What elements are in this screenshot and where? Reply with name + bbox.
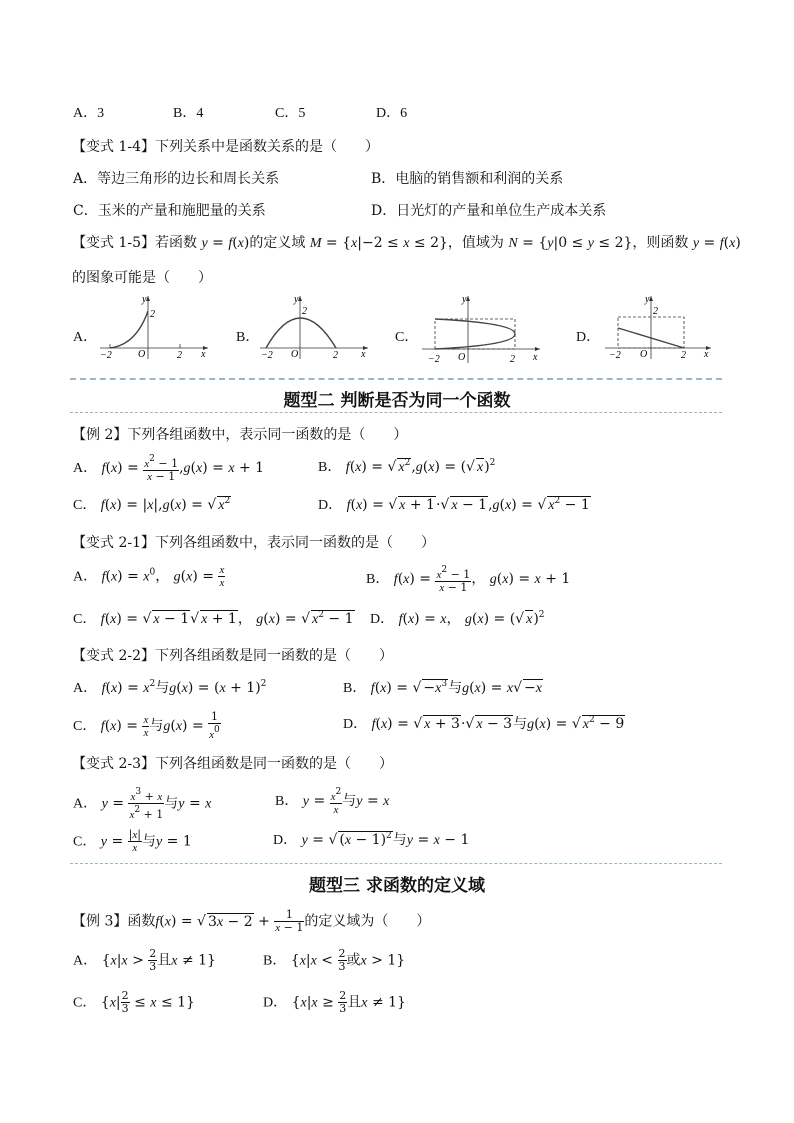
- section-title-3: 题型三 求函数的定义域: [309, 876, 485, 896]
- option-c: C．5: [275, 106, 306, 121]
- v21-option-c: C． f(x) = √ x − 1√ x + 1， g(x) = √ $x^2 - 1$: [73, 610, 354, 627]
- ex2-option-d: D． f(x) = √ x + 1·√ x − 1,g(x) = √ $x^2 - 1$: [318, 496, 590, 513]
- svg-text:x: x: [201, 349, 206, 360]
- svg-text:2: 2: [510, 354, 515, 365]
- divider: [70, 378, 722, 380]
- graph-b: [258, 293, 373, 361]
- graph-a-label: A．: [73, 330, 98, 345]
- graph-d-label: D．: [576, 330, 601, 345]
- ex3-stem: 【例 3】函数f(x) = √ 3x − 2 + $\frac{1}{x - 1}$ 的定义域为（ ）: [72, 908, 431, 934]
- v22-option-d: D． f(x) = √ x + 3·√ x − 3与g(x) = √ $x^2 - 9$: [343, 715, 625, 732]
- v21-option-d: D． f(x) = x， g(x) = (√ x)$^2$: [370, 610, 545, 627]
- option-a: A．3: [73, 106, 105, 121]
- graph-c-label: C．: [395, 330, 419, 345]
- svg-text:−2: −2: [100, 350, 112, 361]
- v23-option-a: A． y = $\frac{x^3 + x}{x^2 + 1}$ 与y = x: [73, 787, 212, 821]
- ex2-option-c: C． f(x) = |x|,g(x) = √ $x^2$: [73, 496, 231, 513]
- svg-text:2: 2: [681, 350, 686, 361]
- v23-option-d: D． y = √ $(x - 1)^2$与y = x − 1: [273, 831, 470, 848]
- svg-text:2: 2: [177, 350, 182, 361]
- svg-text:2: 2: [333, 350, 338, 361]
- v14-option-a: A．等边三角形的边长和周长关系: [73, 171, 280, 187]
- ex2-option-a: A． f(x) = $\frac{x^2 - 1}{x - 1}$ ,g(x) = x + 1: [73, 454, 265, 483]
- graph-a: [98, 293, 213, 361]
- svg-text:O: O: [138, 349, 146, 360]
- svg-text:O: O: [640, 349, 648, 360]
- svg-text:2: 2: [150, 309, 155, 320]
- graph-b-label: B．: [236, 330, 260, 345]
- divider: [70, 412, 722, 413]
- ex3-option-c: C． {x| $\frac{2}{3}$ ≤ x ≤ 1}: [73, 989, 195, 1015]
- svg-text:−2: −2: [609, 350, 621, 361]
- v23-option-c: C． y = $\frac{|x|}{x}$ 与y = 1: [73, 828, 192, 854]
- ex3-option-d: D． {x|x ≥ $\frac{2}{3}$ 且x ≠ 1}: [263, 989, 406, 1015]
- ex2-option-b: B． f(x) = √ $x^2,g(x)$ = (√ x)$^2$: [318, 458, 496, 475]
- ex2-stem: 【例 2】下列各组函数中，表示同一函数的是（ ）: [72, 427, 408, 443]
- svg-text:2: 2: [653, 306, 658, 317]
- svg-text:−2: −2: [261, 350, 273, 361]
- v21-option-b: B． f(x) = $\frac{x^2 - 1}{x - 1}$ ， g(x) = x + 1: [366, 565, 571, 594]
- v22-option-a: A． $f(x) = x^2$与$g(x) = (x + 1)^2$: [73, 679, 267, 696]
- svg-text:−2: −2: [428, 354, 440, 365]
- v23-option-b: B． y = $\frac{x^2}{x}$ 与y = x: [275, 787, 390, 816]
- v22-option-c: C． f(x) = $\frac{x}{x}$ 与g(x) = $\frac{1}{x^0}$: [73, 710, 220, 741]
- svg-text:y: y: [462, 294, 467, 305]
- svg-text:y: y: [645, 294, 650, 305]
- svg-text:O: O: [291, 349, 299, 360]
- section-title-2: 题型二 判断是否为同一个函数: [283, 391, 511, 411]
- graph-c: [420, 293, 545, 365]
- ex3-option-a: A． {x|x > $\frac{2}{3}$ 且x ≠ 1}: [73, 947, 216, 973]
- v15-stem-line2: 的图象可能是（ ）: [72, 270, 212, 286]
- svg-text:x: x: [704, 349, 709, 360]
- v22-option-b: B． f(x) = √ $-x^3$与g(x) = x√ −x: [343, 679, 542, 696]
- svg-text:y: y: [294, 294, 299, 305]
- v23-stem: 【变式 2-3】下列各组函数是同一函数的是（ ）: [72, 756, 393, 772]
- v14-option-c: C．玉米的产量和施肥量的关系: [73, 203, 266, 219]
- svg-text:2: 2: [302, 306, 307, 317]
- ex3-option-b: B． {x|x < $\frac{2}{3}$ 或x > 1}: [263, 947, 406, 973]
- svg-text:y: y: [142, 294, 147, 305]
- v21-stem: 【变式 2-1】下列各组函数中，表示同一函数的是（ ）: [72, 535, 435, 551]
- option-b: B．4: [173, 106, 204, 121]
- svg-text:x: x: [361, 349, 366, 360]
- v14-stem: 【变式 1-4】下列关系中是函数关系的是（ ）: [72, 139, 379, 155]
- graph-d: [603, 293, 715, 361]
- v15-stem: 【变式 1-5】若函数 y = f(x)的定义域 M = {x|−2 ≤ x ≤ 2}，值域为 N = {y|0 ≤ y ≤ 2}，则函数 y = f(x): [72, 235, 741, 251]
- option-d: D．6: [376, 106, 408, 121]
- v22-stem: 【变式 2-2】下列各组函数是同一函数的是（ ）: [72, 648, 393, 664]
- v14-option-d: D．日光灯的产量和单位生产成本关系: [371, 203, 607, 219]
- svg-text:x: x: [533, 352, 538, 363]
- v14-option-b: B．电脑的销售额和利润的关系: [371, 171, 564, 187]
- divider: [70, 863, 722, 864]
- v21-option-a: A． $f(x) = x^0$， g(x) = $\frac{x}{x}$: [73, 564, 225, 589]
- svg-text:O: O: [458, 352, 466, 363]
